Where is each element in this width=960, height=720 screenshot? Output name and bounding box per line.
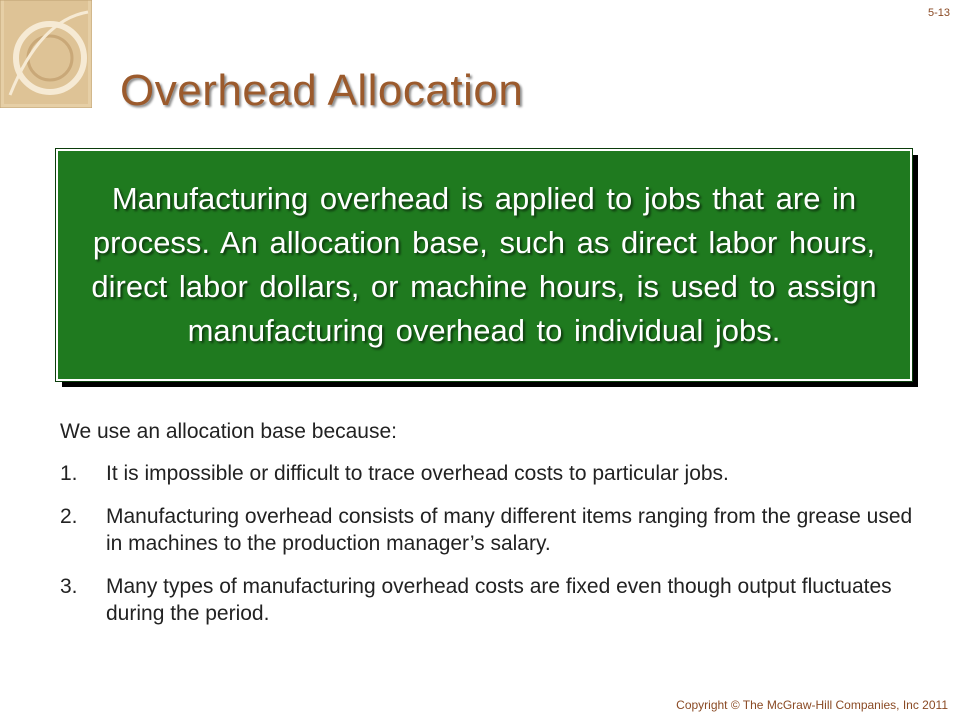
slide-number: 5-13: [927, 7, 950, 19]
list-item-number: 2.: [60, 505, 78, 528]
copyright-notice: Copyright © The McGraw-Hill Companies, Inc 2011: [676, 698, 948, 712]
list-item-number: 1.: [60, 462, 78, 485]
list-item-text: Many types of manufacturing overhead costs are fixed even though output fluctuates during the period.: [106, 575, 892, 625]
decorative-logo-icon: [0, 0, 92, 108]
list-item: [60, 503, 920, 557]
list-item-number: 3.: [60, 575, 78, 598]
slide-title: Overhead Allocation: [120, 66, 524, 115]
list-item: [60, 573, 920, 627]
list-item: [60, 460, 920, 487]
intro-text: We use an allocation base because:: [60, 420, 398, 443]
list-item-text: Manufacturing overhead consists of many different items ranging from the grease used in machines to the production manager’s salary.: [106, 505, 913, 555]
reasons-list: [60, 460, 920, 643]
callout-text: Manufacturing overhead is applied to jobs that are in process. An allocation base, such as direct labor hours, direct labor dollars, or machine hours, is used to assign manufacturing overhead to individual jobs.: [91, 181, 877, 348]
definition-callout: [56, 149, 912, 381]
list-item-text: It is impossible or difficult to trace overhead costs to particular jobs.: [106, 462, 729, 485]
